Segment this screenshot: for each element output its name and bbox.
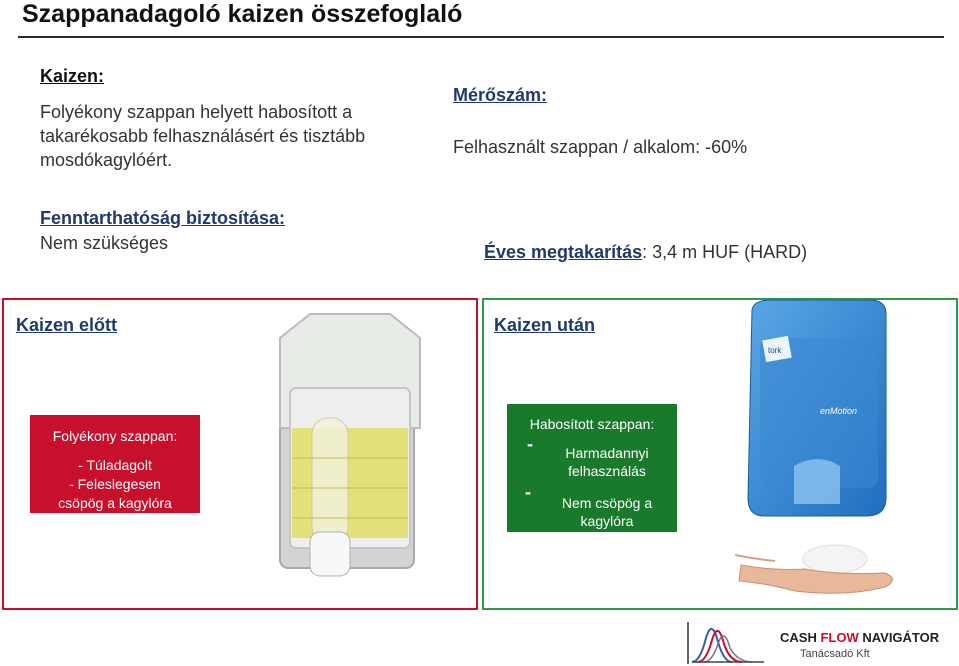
title-divider bbox=[18, 36, 944, 38]
sustainability-label: Fenntarthatóság biztosítása: bbox=[40, 208, 286, 228]
hand-with-foam-image bbox=[735, 535, 905, 605]
foam-soap-dispenser-image bbox=[740, 298, 890, 523]
logo-name-part: CASH bbox=[780, 630, 821, 645]
annual-savings-label: Éves megtakarítás bbox=[484, 242, 643, 262]
after-card-bullet: Harmadannyi felhasználás bbox=[565, 445, 649, 479]
annual-savings bbox=[484, 240, 807, 264]
metric-label: Mérőszám: bbox=[453, 85, 548, 105]
before-card-heading: Folyékony szappan: bbox=[52, 428, 178, 444]
after-card-bullet: Nem csöpög a kagylóra bbox=[561, 495, 653, 529]
slide-title: Szappanadagoló kaizen összefoglaló bbox=[22, 0, 463, 28]
company-subtitle: Tanácsadó Kft bbox=[800, 648, 870, 660]
after-panel-title: Kaizen után bbox=[494, 315, 596, 335]
annual-savings-value: : 3,4 m HUF (HARD) bbox=[642, 242, 808, 262]
liquid-soap-dispenser-image bbox=[270, 308, 430, 588]
device-brand: enMotion bbox=[820, 406, 858, 416]
logo-name-part: NAVIGÁTOR bbox=[858, 630, 940, 645]
bullet-marker: - bbox=[525, 482, 531, 502]
cash-flow-wave-logo bbox=[686, 618, 766, 664]
before-card-line: - Túladagolt bbox=[78, 457, 152, 473]
tork-box-label: tork bbox=[768, 346, 782, 355]
kaizen-description: Folyékony szappan helyett habosított a takarékosabb felhasználásért és tisztább mosdókagylóért. bbox=[40, 102, 366, 170]
after-info-card bbox=[507, 404, 677, 532]
after-card-heading: Habosított szappan: bbox=[529, 416, 655, 432]
before-info-card bbox=[30, 415, 200, 513]
before-card-line: - Feleslegesen bbox=[69, 476, 161, 492]
metric-value: Felhasznált szappan / alkalom: -60% bbox=[453, 137, 748, 157]
company-logo-text bbox=[780, 630, 939, 645]
kaizen-label: Kaizen: bbox=[40, 66, 105, 86]
logo-name-part: FLOW bbox=[820, 630, 859, 645]
sustainability-value: Nem szükséges bbox=[40, 233, 169, 253]
before-card-line: csöpög a kagylóra bbox=[58, 495, 172, 511]
bullet-marker: - bbox=[527, 434, 533, 454]
before-panel-title: Kaizen előtt bbox=[16, 315, 118, 335]
